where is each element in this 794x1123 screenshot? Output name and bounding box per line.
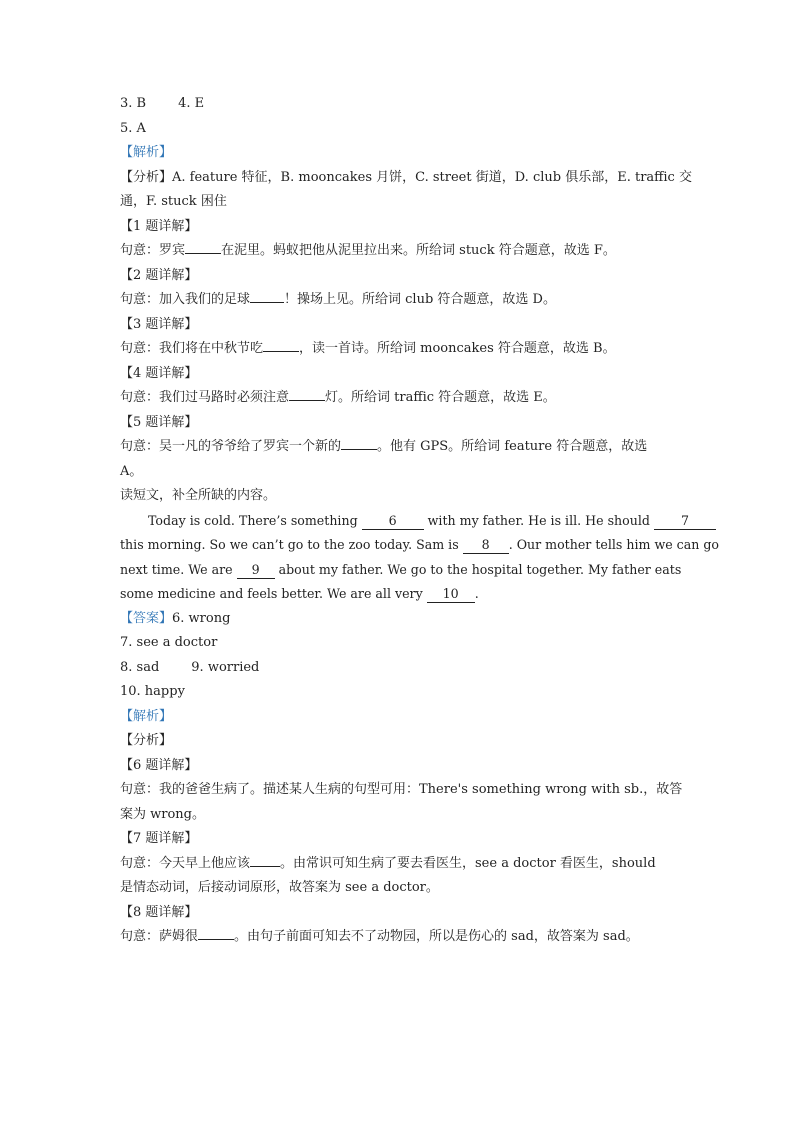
- detail-1-blank: [185, 253, 221, 254]
- detail-1-post: 在泥里。蚂蚁把他从泥里拉出来。所给词 stuck 符合题意，故选 F。: [221, 243, 616, 258]
- answer-9: 9. worried: [191, 659, 260, 675]
- detail-4-blank: [289, 400, 325, 401]
- detail-3-blank: [263, 351, 299, 352]
- answer-3: 3. B: [120, 96, 147, 111]
- passage-text: .: [474, 586, 479, 601]
- answer-5: 5. A: [120, 120, 146, 136]
- detail-5-line2: A。: [120, 463, 143, 479]
- instruction: 读短文，补全所缺的内容。: [120, 488, 277, 503]
- passage-text: with my father. He is ill. He should: [423, 512, 654, 528]
- detail-4-text: [120, 386, 675, 411]
- answer-10: 10. happy: [120, 684, 185, 699]
- content: [120, 92, 719, 950]
- answer-heading: 【答案】: [120, 610, 173, 626]
- detail-2-text: [120, 288, 675, 313]
- answer-7: 7. see a doctor: [120, 635, 218, 650]
- detail-1-text: [120, 239, 675, 264]
- blank-8: 8: [463, 537, 509, 554]
- detail-4-post: 灯。所给词 traffic 符合题意，故选 E。: [325, 390, 556, 405]
- detail-8-pre: 句意：萨姆很: [120, 929, 199, 944]
- answer-row-3-4: [120, 92, 675, 117]
- passage-text: . Our mother tells him we can go: [508, 537, 719, 552]
- detail-3-text: [120, 337, 675, 362]
- detail-2-heading: 【2 题详解】: [120, 267, 198, 283]
- blank-9: 9: [237, 562, 275, 579]
- detail-1-pre: 句意：罗宾: [120, 243, 186, 258]
- answer-row-8-9: [120, 656, 675, 681]
- jiexi-heading-1: 【解析】: [120, 145, 173, 160]
- blank-6: 6: [362, 513, 424, 530]
- fenxi-line-2: 通，F. stuck 困住: [120, 194, 227, 209]
- detail-6-line1: 句意：我的爸爸生病了。描述某人生病的句型可用：There's something wrong with sb.，故答: [120, 782, 683, 797]
- passage-text: Today is cold. There’s something: [148, 512, 362, 528]
- detail-5-post: 。他有 GPS。所给词 feature 符合题意，故选: [377, 439, 648, 454]
- passage-line-1: [120, 509, 689, 534]
- detail-6-heading: 【6 题详解】: [120, 757, 198, 773]
- detail-2-blank: [250, 302, 284, 303]
- passage-line-2: [120, 533, 719, 558]
- answer-6: 6. wrong: [172, 610, 231, 626]
- detail-5-text: [120, 435, 675, 460]
- jiexi-heading-2: 【解析】: [120, 708, 173, 724]
- detail-8-text: [120, 925, 675, 950]
- detail-3-heading: 【3 题详解】: [120, 316, 198, 332]
- answer-4: 4. E: [178, 96, 205, 111]
- detail-7-pre: 句意：今天早上他应该: [120, 855, 251, 871]
- blank-10: 10: [427, 586, 475, 603]
- detail-3-pre: 句意：我们将在中秋节吃: [120, 341, 264, 356]
- detail-1-heading: 【1 题详解】: [120, 218, 198, 234]
- detail-7-text: [120, 852, 675, 877]
- detail-8-blank: [198, 939, 234, 940]
- passage-text: some medicine and feels better. We are all very: [120, 586, 427, 601]
- detail-7-line2: 是情态动词，后接动词原形，故答案为 see a doctor。: [120, 880, 439, 895]
- answer-row-6: [120, 607, 675, 632]
- detail-2-pre: 句意：加入我们的足球: [120, 292, 251, 307]
- answer-8: 8. sad: [120, 659, 160, 675]
- detail-2-post: ！操场上见。所给词 club 符合题意，故选 D。: [284, 292, 556, 307]
- detail-7-blank: [250, 866, 280, 867]
- detail-7-heading: 【7 题详解】: [120, 831, 198, 846]
- fenxi-line-1: 【分析】A. feature 特征，B. mooncakes 月饼，C. street 街道，D. club 俱乐部，E. traffic 交: [120, 169, 692, 185]
- blank-7: 7: [654, 513, 716, 530]
- passage-text: this morning. So we can’t go to the zoo today. Sam is: [120, 537, 463, 552]
- passage-line-3: [120, 558, 682, 583]
- detail-7-post: 。由常识可知生病了要去看医生，see a doctor 看医生，should: [280, 855, 656, 871]
- passage-text: about my father. We go to the hospital together. My father eats: [274, 561, 682, 577]
- detail-8-post: 。由句子前面可知去不了动物园，所以是伤心的 sad，故答案为 sad。: [234, 929, 639, 944]
- detail-5-pre: 句意：吴一凡的爷爷给了罗宾一个新的: [120, 439, 342, 454]
- detail-4-pre: 句意：我们过马路时必须注意: [120, 390, 290, 405]
- fenxi-heading-2: 【分析】: [120, 733, 173, 748]
- detail-5-heading: 【5 题详解】: [120, 414, 198, 430]
- detail-5-blank: [341, 449, 377, 450]
- detail-8-heading: 【8 题详解】: [120, 904, 198, 920]
- passage-text: next time. We are: [120, 561, 237, 577]
- detail-6-line2: 案为 wrong。: [120, 806, 205, 822]
- passage-line-4: [120, 582, 675, 607]
- detail-3-post: ，读一首诗。所给词 mooncakes 符合题意，故选 B。: [299, 341, 616, 356]
- detail-4-heading: 【4 题详解】: [120, 365, 198, 381]
